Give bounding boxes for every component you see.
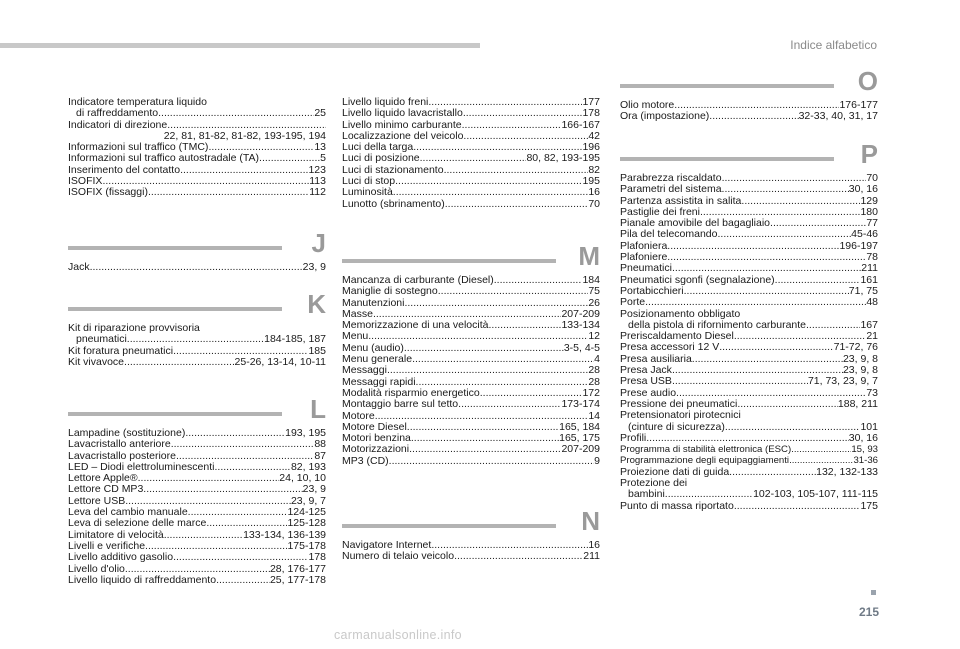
page-corner-mark [871,590,876,595]
letter-heading-bar [342,524,556,528]
entry-term: Inserimento del contatto [68,163,181,176]
leader-dots [138,473,280,484]
index-entry [68,575,326,586]
entry-term: Luci della targa [342,141,414,154]
entry-page-ref: 102-103, 105-107, 111-115 [753,488,878,501]
entry-term: Messaggi rapidi [342,375,416,388]
entry-page-ref: 172 [582,386,600,399]
letter-heading-letter: M [578,241,600,271]
entry-page-ref: 180 [860,205,878,218]
entry-page-ref: 88 [314,438,326,451]
index-entry-group [68,262,326,273]
leader-dots [411,433,559,444]
entry-page-ref: 3-5, 4-5 [563,341,600,354]
entry-page-ref: 71, 73, 23, 9, 7 [807,375,878,388]
index-entry [620,433,878,444]
index-entry [342,399,600,410]
leader-dots [646,433,849,444]
entry-term: Indicatore temperatura liquido [68,96,207,108]
letter-heading-bar [342,259,556,263]
entry-term: Leva di selezione delle marce [68,517,207,530]
entry-page-ref: 132, 132-133 [816,465,878,478]
entry-subterm: di raffreddamento [76,107,159,120]
entry-term: Porte [620,296,646,309]
leader-dots [645,297,866,308]
entry-page-ref: 211 [861,262,878,275]
leader-dots [722,184,849,195]
leader-dots [709,111,798,122]
watermark: carmanualsonline.info [334,628,462,642]
leader-dots [180,165,308,176]
entry-term: Lettore USB [68,494,126,507]
entry-page-ref: 16 [588,186,600,199]
leader-dots [124,357,235,368]
letter-heading-bar [620,84,834,88]
index-entry [68,262,326,273]
entry-term: Leva del cambio manuale [68,506,188,519]
entry-page-ref: 30, 16 [848,431,878,444]
entry-term: Parametri del sistema [620,183,722,196]
index-entry [68,552,326,563]
entry-page-ref: 195 [582,175,600,188]
index-entry-group [342,540,600,563]
entry-term: Luci di stop [342,175,396,188]
entry-term: Montaggio barre sul tetto [342,398,459,411]
entry-page-ref: 125-128 [287,517,326,530]
index-entry [620,376,878,387]
entry-page-ref: 193, 195 [285,427,326,439]
entry-page-ref: 113 [309,175,326,188]
index-entry [342,199,600,210]
entry-term: ISOFIX (fissaggi) [68,186,148,199]
leader-dots [665,489,753,500]
leader-dots [409,444,561,455]
entry-term: Pastiglie dei freni [620,205,700,218]
index-entry-group [620,100,878,123]
entry-page-ref: 124-125 [287,506,326,519]
leader-dots [387,365,588,376]
entry-term: Numero di telaio veicolo [342,550,455,563]
section-title: Indice alfabetico [790,38,877,52]
entry-term: Livelli e verifiche [68,539,146,552]
letter-heading-bar [620,157,834,161]
leader-dots [454,551,583,562]
leader-dots [667,252,866,263]
entry-page-ref: 175 [860,499,878,512]
leader-dots [806,320,860,331]
index-entry [620,184,878,195]
entry-term: Indicatori di direzione [68,118,168,131]
entry-term: Livello liquido lavacristallo [342,107,463,120]
entry-term: Preriscaldamento Diesel [620,330,734,343]
entry-page-ref: 184-185, 187 [264,333,326,346]
entry-subterm: (cinture di sicurezza) [628,420,725,433]
entry-page-ref: 9 [594,454,600,467]
leader-dots [672,376,808,387]
entry-page-ref: 161 [860,273,878,286]
index-entry [68,518,326,529]
entry-term: Maniglie di sostegno [342,285,438,298]
entry-term: Presa ausiliaria [620,352,692,365]
leader-dots [148,187,309,198]
index-entry [342,108,600,119]
entry-term: Livello liquido freni [342,96,429,108]
entry-page-ref: 25-26, 13-14, 10-11 [234,355,326,368]
entry-term: Lettore Apple® [68,472,138,485]
entry-term: Profili [620,431,647,444]
entry-page-ref: 31-36 [853,455,878,467]
index-entry-group [342,97,600,210]
entry-term: Kit vivavoce [68,355,125,368]
entry-term: ISOFIX [68,175,103,188]
index-entry-group [620,173,878,512]
entry-page-ref: 178 [308,551,326,564]
entry-continuation [620,489,878,500]
index-entry [620,111,878,122]
leader-dots [158,108,314,119]
entry-page-ref: 71-72, 76 [833,341,878,354]
index-entry [68,323,326,346]
entry-term: Navigatore Internet [342,539,432,551]
index-entry [68,97,326,120]
index-entry [68,439,326,450]
entry-page-ref: 23, 9, 7 [290,494,326,507]
leader-dots [438,286,589,297]
entry-page-ref: 23, 9 [302,261,326,273]
entry-term: Programma di stabilità elettronica (ESC) [620,444,792,456]
index-entry-group [68,323,326,368]
leader-dots [127,334,264,345]
leader-dots [489,320,562,331]
leader-dots [458,399,561,410]
index-entry [620,444,878,455]
index-entry [68,357,326,368]
entry-term: Pressione dei pneumatici [620,397,738,410]
index-entry [620,478,878,501]
leader-dots [216,575,270,586]
entry-page-ref: 12 [588,330,600,343]
entry-page-ref: 82 [588,163,600,176]
entry-page-ref: 112 [309,186,326,199]
entry-page-ref: 167 [860,318,878,331]
leader-dots [734,501,861,512]
letter-heading-m [342,241,600,275]
entry-page-ref: 133-134, 136-139 [243,528,326,541]
leader-dots [729,467,816,478]
entry-page-ref: 101 [860,420,878,433]
letter-heading-letter: L [310,394,326,424]
index-entry [68,187,326,198]
entry-page-ref: 70 [866,172,878,184]
leader-dots [722,173,867,184]
index-entry [342,320,600,331]
leader-dots [463,108,583,119]
leader-dots [206,518,287,529]
entry-term: Kit di riparazione provvisoria [68,322,200,334]
entry-page-ref: 196 [582,141,600,154]
entry-term: Memorizzazione di una velocità [342,319,489,332]
entry-term: Plafoniera [620,239,668,252]
entry-page-ref: 23, 9 [302,483,326,496]
letter-heading-bar [68,246,282,250]
entry-term: Motorizzazioni [342,443,410,456]
entry-page-ref: 23, 9, 8 [842,352,878,365]
leader-dots [90,262,303,273]
entry-page-ref: 129 [860,194,878,207]
letter-heading-o [620,66,878,100]
index-entry-group [68,97,326,199]
entry-term: Informazioni sul traffico (TMC) [68,141,209,154]
entry-page-ref: 16 [588,539,600,551]
entry-page-ref: 185 [308,344,326,357]
entry-page-ref: 165, 175 [559,432,600,445]
leader-dots [171,439,315,450]
entry-term: Menu generale [342,353,413,366]
leader-dots [494,275,583,286]
entry-page-ref: 73 [866,386,878,399]
entry-term: Livello d'olio [68,562,125,575]
entry-page-ref: 165, 184 [559,420,600,433]
entry-page-ref: 45-46 [851,228,878,241]
entry-term: Ora (impostazione) [620,110,710,123]
entry-page-ref: 42 [588,129,600,142]
entry-term: Livello additivo gasolio [68,551,174,564]
entry-term: Lampadine (sostituzione) [68,427,186,439]
entry-page-ref: 75 [588,285,600,298]
entry-term: Pretensionatori pirotecnici [620,409,741,422]
entry-page-ref: 196-197 [839,239,878,252]
index-entry-group [342,275,600,467]
entry-term: Lettore CD MP3 [68,483,144,496]
index-entry [68,165,326,176]
index-entry [342,286,600,297]
entry-page-ref: 25 [314,107,326,120]
entry-subterm: della pistola di rifornimento carburante [628,318,807,331]
entry-page-ref: 22, 81, 81-82, 81-82, 193-195, 194 [163,129,326,142]
leader-dots [672,263,861,274]
entry-continuation [68,334,326,345]
leader-dots [395,176,582,187]
leader-dots [692,354,843,365]
entry-term: Parabrezza riscaldato [620,172,722,184]
entry-page-ref: 24, 10, 10 [279,472,326,485]
index-entry [620,501,878,512]
entry-page-ref: 25, 177-178 [269,573,326,586]
index-entry [620,309,878,332]
entry-subterm: pneumatici [76,333,127,346]
entry-term: Proiezione dati di guida [620,465,730,478]
leader-dots [185,428,285,439]
entry-page-ref: 211 [583,550,600,563]
entry-term: Pneumatici [620,262,672,275]
leader-dots [431,540,588,551]
entry-page-ref: 207-209 [561,307,600,320]
entry-term: Portabicchieri [620,284,684,297]
leader-dots [164,530,243,541]
entry-page-ref: 15, 93 [851,444,878,456]
entry-term: Prese audio [620,386,677,399]
index-entry [342,551,600,562]
letter-heading-letter: K [307,289,326,319]
entry-page-ref: 70 [588,197,600,210]
entry-term: Programmazione degli equipaggiamenti [620,455,790,467]
letter-heading-p [620,139,878,173]
leader-dots [412,354,594,365]
entry-term: Menu (audio) [342,341,404,354]
leader-dots [791,444,851,455]
entry-page-ref: 32-33, 40, 31, 17 [798,110,878,123]
entry-page-ref: 184 [582,274,600,286]
leader-dots [737,399,838,410]
entry-term: Plafoniere [620,251,668,264]
entry-term: Protezione dei [620,477,688,490]
entry-term: Lavacristallo posteriore [68,449,176,462]
entry-page-ref: 4 [594,353,600,366]
entry-term: LED – Diodi elettroluminescenti [68,460,215,473]
entry-page-ref: 188, 211 [837,397,878,410]
entry-term: Informazioni sul traffico autostradale (TA) [68,152,260,165]
entry-term: Pneumatici sgonfi (segnalazione) [620,273,775,286]
leader-dots [725,422,861,433]
entry-term: Presa accessori 12 V [620,341,720,354]
entry-page-ref: 123 [308,163,326,176]
leader-dots [667,241,839,252]
entry-page-ref: 71, 75 [848,284,878,297]
entry-term: Luci di posizione [342,152,420,165]
letter-heading-n [342,506,600,540]
leader-dots [462,120,562,131]
entry-term: Luminosità [342,186,393,199]
entry-page-ref: 48 [866,296,878,309]
entry-term: Menu [342,330,369,343]
entry-page-ref: 87 [314,449,326,462]
entry-page-ref: 176-177 [839,99,878,111]
entry-term: Messaggi [342,364,387,377]
entry-term: Modalità risparmio energetico [342,386,480,399]
letter-heading-j [68,228,326,262]
index-entry [342,365,600,376]
index-entry [620,297,878,308]
entry-page-ref: 207-209 [561,443,600,456]
letter-heading-k [68,289,326,323]
entry-term: Masse [342,307,373,320]
index-entry [620,263,878,274]
entry-subterm: bambini [628,488,665,501]
page-number: 215 [858,605,879,619]
entry-page-ref: 23, 9, 8 [842,364,878,377]
entry-page-ref: 177 [582,96,600,108]
entry-term: Mancanza di carburante (Diesel) [342,274,494,286]
leader-dots [775,275,861,286]
entry-term: Luci di stazionamento [342,163,444,176]
entry-term: Motore Diesel [342,420,407,433]
entry-term: Lavacristallo anteriore [68,438,171,451]
entry-page-ref: 173-174 [561,398,600,411]
leader-dots [407,422,559,433]
entry-page-ref: 28, 176-177 [269,562,326,575]
entry-page-ref: 28 [588,364,600,377]
leader-dots [173,552,308,563]
entry-page-ref: 21 [866,330,878,343]
entry-term: Olio motore [620,99,675,111]
entry-page-ref: 26 [588,296,600,309]
leader-dots [741,196,860,207]
entry-term: Pianale amovibile del bagagliaio [620,217,771,230]
entry-page-ref: 77 [866,217,878,230]
entry-continuation [620,422,878,433]
entry-term: Motore [342,409,375,422]
letter-heading-l [68,394,326,428]
leader-dots [684,286,849,297]
letter-heading-letter: N [581,506,600,536]
entry-page-ref: 14 [588,409,600,422]
leader-dots [389,456,594,467]
leader-dots [393,187,589,198]
leader-dots [404,343,564,354]
entry-term: Motori benzina [342,432,411,445]
entry-term: Partenza assistita in salita [620,194,742,207]
entry-page-ref: 78 [866,251,878,264]
leader-dots [445,199,589,210]
index-entry [342,456,600,467]
leader-dots [719,342,833,353]
top-divider-bar [0,43,480,48]
index-entry [342,187,600,198]
entry-page-ref: 80, 82, 193-195 [526,152,600,165]
entry-page-ref: 178 [582,107,600,120]
entry-term: Limitatore di velocità [68,528,164,541]
entry-term: MP3 (CD) [342,454,389,467]
entry-page-ref: 175-178 [287,539,326,552]
entry-term: Presa Jack [620,364,672,377]
letter-heading-bar [68,307,282,311]
entry-page-ref: 166-167 [561,118,600,131]
entry-term: Punto di massa riportato [620,499,734,512]
letter-heading-letter: O [857,66,878,96]
entry-page-ref: 13 [314,141,326,154]
leader-dots [143,484,302,495]
entry-term: Jack [68,261,90,273]
entry-term: Posizionamento obbligato [620,307,741,320]
letter-heading-bar [68,412,282,416]
letter-heading-letter: J [311,228,326,258]
entry-page-ref: 82, 193 [290,460,326,473]
entry-term: Lunotto (sbrinamento) [342,197,445,210]
entry-term: Pila del telecomando [620,228,718,241]
letter-heading-letter: P [860,139,878,169]
entry-term: Kit foratura pneumatici [68,344,174,357]
entry-term: Livello liquido di raffreddamento [68,573,217,586]
entry-page-ref: 30, 16 [848,183,878,196]
entry-term: Manutenzioni [342,296,405,309]
leader-dots [463,131,588,142]
leader-dots [444,165,589,176]
entry-term: Localizzazione del veicolo [342,129,464,142]
leader-dots [717,229,851,240]
entry-term: Presa USB [620,375,672,388]
index-entry [620,286,878,297]
entry-page-ref: 28 [588,375,600,388]
index-entry-group [68,428,326,586]
entry-term: Livello minimo carburante [342,118,462,131]
entry-continuation [68,108,326,119]
entry-page-ref: 5 [320,152,326,165]
index-entry [620,410,878,433]
entry-page-ref: 133-134 [561,319,600,332]
